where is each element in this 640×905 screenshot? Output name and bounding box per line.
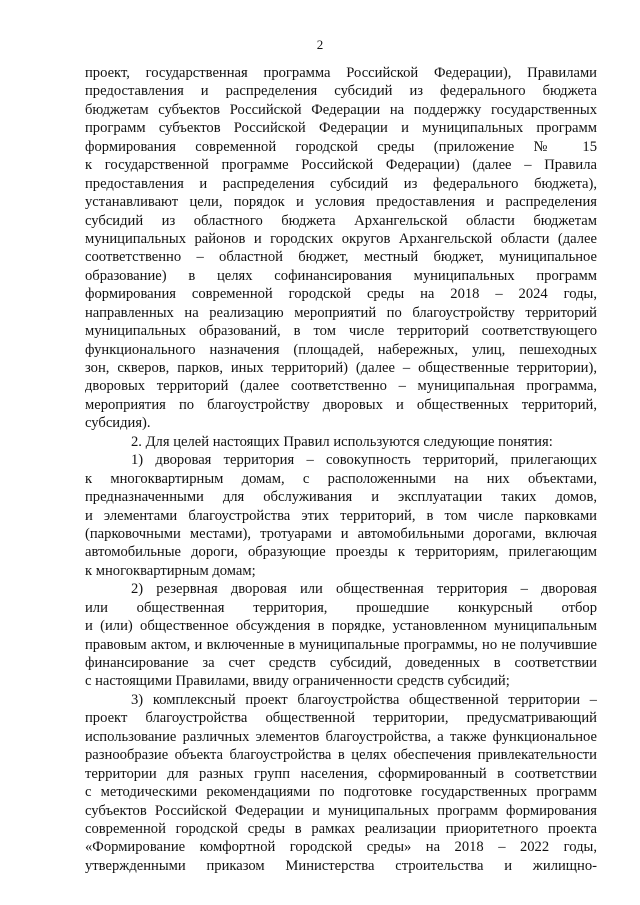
page-number: 2: [316, 37, 324, 52]
text-line: использование различных элементов благоустройства, а также функциональное: [85, 728, 597, 745]
text-line: предоставления и распределения субсидий из федерального бюджета),: [85, 175, 597, 192]
paragraph-continuation: [85, 64, 597, 433]
text-line: направленных на реализацию мероприятий по благоустройству территорий: [85, 304, 597, 321]
paragraph-subitem-3: [85, 691, 597, 875]
text-line: современной городской среды в рамках реализации приоритетного проекта: [85, 820, 597, 837]
text-line: с настоящими Правилами, ввиду ограниченности средств субсидий;: [85, 673, 510, 690]
text-line: субсидий из областного бюджета Архангельской области бюджетам: [85, 212, 597, 229]
text-line: или общественная территория, прошедшие конкурсный отбор: [85, 599, 597, 616]
text-line: зон, скверов, парков, иных территорий) (далее – общественные территории),: [85, 360, 597, 376]
text-line: дворовых территорий (далее соответственно – муниципальная программа,: [85, 378, 597, 395]
text-line: предоставления и распределения субсидий из федерального бюджета: [85, 83, 597, 100]
text-line: (парковочными местами), тротуарами и автомобильными дорогами, включая: [85, 525, 597, 542]
text-line: формирования современной городской среды на 2018 – 2024 годы,: [85, 286, 597, 303]
text-line: проект благоустройства общественной территории, предусматривающий: [85, 710, 597, 727]
text-line: программ субъектов Российской Федерации и муниципальных программ: [85, 120, 597, 137]
text-line: формирования современной городской среды (приложение № 15: [85, 138, 597, 155]
paragraph-subitem-2: [85, 580, 597, 691]
text-line: предназначенными для обслуживания и эксплуатации таких домов,: [85, 489, 597, 506]
text-line: 1) дворовая территория – совокупность территорий, прилегающих: [131, 452, 597, 469]
text-line: с методическими рекомендациями по подготовке государственных программ: [85, 784, 597, 801]
text-line: правовым актом, и включенные в муниципальные программы, но не получившие: [85, 636, 597, 653]
text-line: к государственной программе Российской Федерации) (далее – Правила: [85, 157, 597, 174]
text-line: устанавливают цели, порядок и условия предоставления и распределения: [85, 194, 597, 211]
text-line: к многоквартирным домам;: [85, 562, 256, 579]
text-line: субсидия).: [85, 415, 151, 432]
text-line: бюджетам субъектов Российской Федерации на поддержку государственных: [85, 101, 597, 118]
paragraph-subitem-1: [85, 451, 597, 580]
text-line: автомобильные дороги, образующие проезды к территориям, прилегающим: [85, 544, 597, 561]
text-line: муниципальных районов и городских округов Архангельской области (далее: [85, 230, 597, 247]
text-line: 3) комплексный проект благоустройства общественной территории –: [131, 691, 597, 708]
text-line: к многоквартирным домам, с расположенными на них объектами,: [85, 470, 597, 487]
text-line: субъектов Российской Федерации и муниципальных программ формирования: [85, 802, 597, 819]
text-line: 2) резервная дворовая или общественная территория – дворовая: [131, 581, 597, 598]
text-line: проект, государственная программа Российской Федерации), Правилами: [85, 65, 597, 81]
paragraph-item-2: [85, 433, 597, 451]
text-line: образование) в целях софинансирования муниципальных программ: [85, 267, 597, 284]
text-line: 2. Для целей настоящих Правил используются следующие понятия:: [131, 433, 553, 450]
text-line: территории для разных групп населения, сформированный в соответствии: [85, 765, 597, 782]
text-line: и элементами благоустройства этих территорий, в том числе парковками: [85, 507, 597, 524]
text-line: разнообразие объекта благоустройства в целях обеспечения привлекательности: [85, 747, 597, 764]
text-line: соответственно – областной бюджет, местный бюджет, муниципальное: [85, 249, 597, 266]
text-line: утвержденными приказом Министерства строительства и жилищно-: [85, 857, 597, 874]
text-line: финансирование за счет средств субсидий, доведенных в соответствии: [85, 655, 597, 671]
text-line: муниципальных образований, в том числе территорий соответствующего: [85, 323, 597, 340]
text-line: и (или) общественное обсуждения в порядке, установленном муниципальным: [85, 618, 597, 635]
document-body: [85, 64, 597, 875]
text-line: мероприятия по благоустройству дворовых и общественных территорий,: [85, 396, 597, 413]
text-line: функционального назначения (площадей, набережных, улиц, пешеходных: [85, 341, 597, 358]
text-line: «Формирование комфортной городской среды» на 2018 – 2022 годы,: [85, 839, 597, 856]
